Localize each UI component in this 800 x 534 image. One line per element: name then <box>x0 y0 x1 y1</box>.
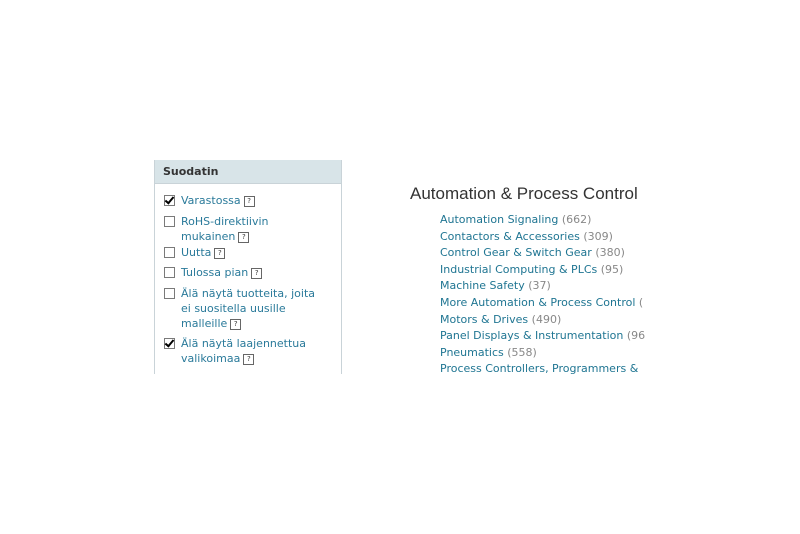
category-count: (37) <box>528 279 551 293</box>
filter-label[interactable] <box>181 214 269 244</box>
filter-checkbox[interactable] <box>164 288 175 299</box>
category-item <box>440 295 651 312</box>
filter-label-line[interactable]: RoHS-direktiivin <box>181 215 269 228</box>
filter-label-line[interactable]: malleille <box>181 317 228 330</box>
filter-item[interactable] <box>164 245 341 260</box>
help-icon[interactable]: ? <box>251 268 262 279</box>
help-icon[interactable]: ? <box>230 319 241 330</box>
filter-label-line[interactable]: ei suositella uusille <box>181 302 286 315</box>
category-count: ( <box>638 295 644 309</box>
category-item <box>440 361 651 378</box>
category-item <box>440 262 651 279</box>
category-link[interactable]: Control Gear & Switch Gear <box>440 246 592 260</box>
category-link[interactable]: Pneumatics <box>440 345 504 359</box>
category-count: (309) <box>583 229 613 243</box>
filter-item[interactable] <box>164 265 341 280</box>
filter-checkbox[interactable] <box>164 338 175 349</box>
category-link[interactable]: Machine Safety <box>440 279 525 293</box>
category-count: (95) <box>600 262 624 276</box>
help-icon[interactable]: ? <box>238 232 249 243</box>
filter-label[interactable] <box>181 245 225 260</box>
filter-label[interactable] <box>181 286 315 331</box>
category-title: Automation & Process Control <box>410 184 638 203</box>
filter-checkbox[interactable] <box>164 267 175 278</box>
category-item <box>440 328 651 345</box>
filter-title: Suodatin <box>155 160 341 184</box>
category-item <box>440 245 651 262</box>
filter-label-line[interactable]: Varastossa <box>181 194 241 207</box>
filter-panel <box>154 160 342 374</box>
category-link[interactable]: Industrial Computing & PLCs <box>440 262 598 276</box>
category-item <box>440 229 651 246</box>
category-count: (96 <box>626 329 646 343</box>
category-link[interactable]: Process Controllers, Programmers & <box>440 362 639 376</box>
category-count: (662) <box>561 213 592 226</box>
category-item <box>440 345 651 362</box>
filter-label[interactable] <box>181 336 306 366</box>
help-icon[interactable]: ? <box>243 354 254 365</box>
category-list <box>440 212 651 378</box>
filter-checkbox[interactable] <box>164 247 175 258</box>
filter-item[interactable] <box>164 193 341 208</box>
category-item <box>440 278 651 295</box>
category-link[interactable]: More Automation & Process Control <box>440 295 636 309</box>
filter-label-line[interactable]: Tulossa pian <box>181 266 249 279</box>
category-count: (490) <box>531 312 562 326</box>
filter-list <box>155 184 341 366</box>
category-link[interactable]: Contactors & Accessories <box>440 229 580 243</box>
category-count: (380) <box>595 246 625 260</box>
help-icon[interactable]: ? <box>214 248 225 259</box>
filter-label[interactable] <box>181 193 255 208</box>
filter-item[interactable] <box>164 214 341 244</box>
filter-checkbox[interactable] <box>164 216 175 227</box>
category-count: (558) <box>507 345 537 359</box>
filter-label-line[interactable]: Älä näytä laajennettua <box>181 337 307 350</box>
filter-label[interactable] <box>181 265 262 280</box>
category-item <box>440 212 651 229</box>
filter-label-line[interactable]: mukainen <box>181 230 236 243</box>
filter-item[interactable] <box>164 336 341 366</box>
category-link[interactable]: Motors & Drives <box>440 312 529 326</box>
filter-item[interactable] <box>164 286 341 331</box>
help-icon[interactable]: ? <box>244 196 255 207</box>
category-link[interactable]: Panel Displays & Instrumentation <box>440 329 624 343</box>
category-item <box>440 312 651 329</box>
filter-checkbox[interactable] <box>164 195 175 206</box>
filter-label-line[interactable]: valikoimaa <box>181 352 241 365</box>
category-link[interactable]: Automation Signaling <box>440 213 559 226</box>
filter-label-line[interactable]: Älä näytä tuotteita, joita <box>181 287 315 300</box>
filter-label-line[interactable]: Uutta <box>181 246 212 259</box>
